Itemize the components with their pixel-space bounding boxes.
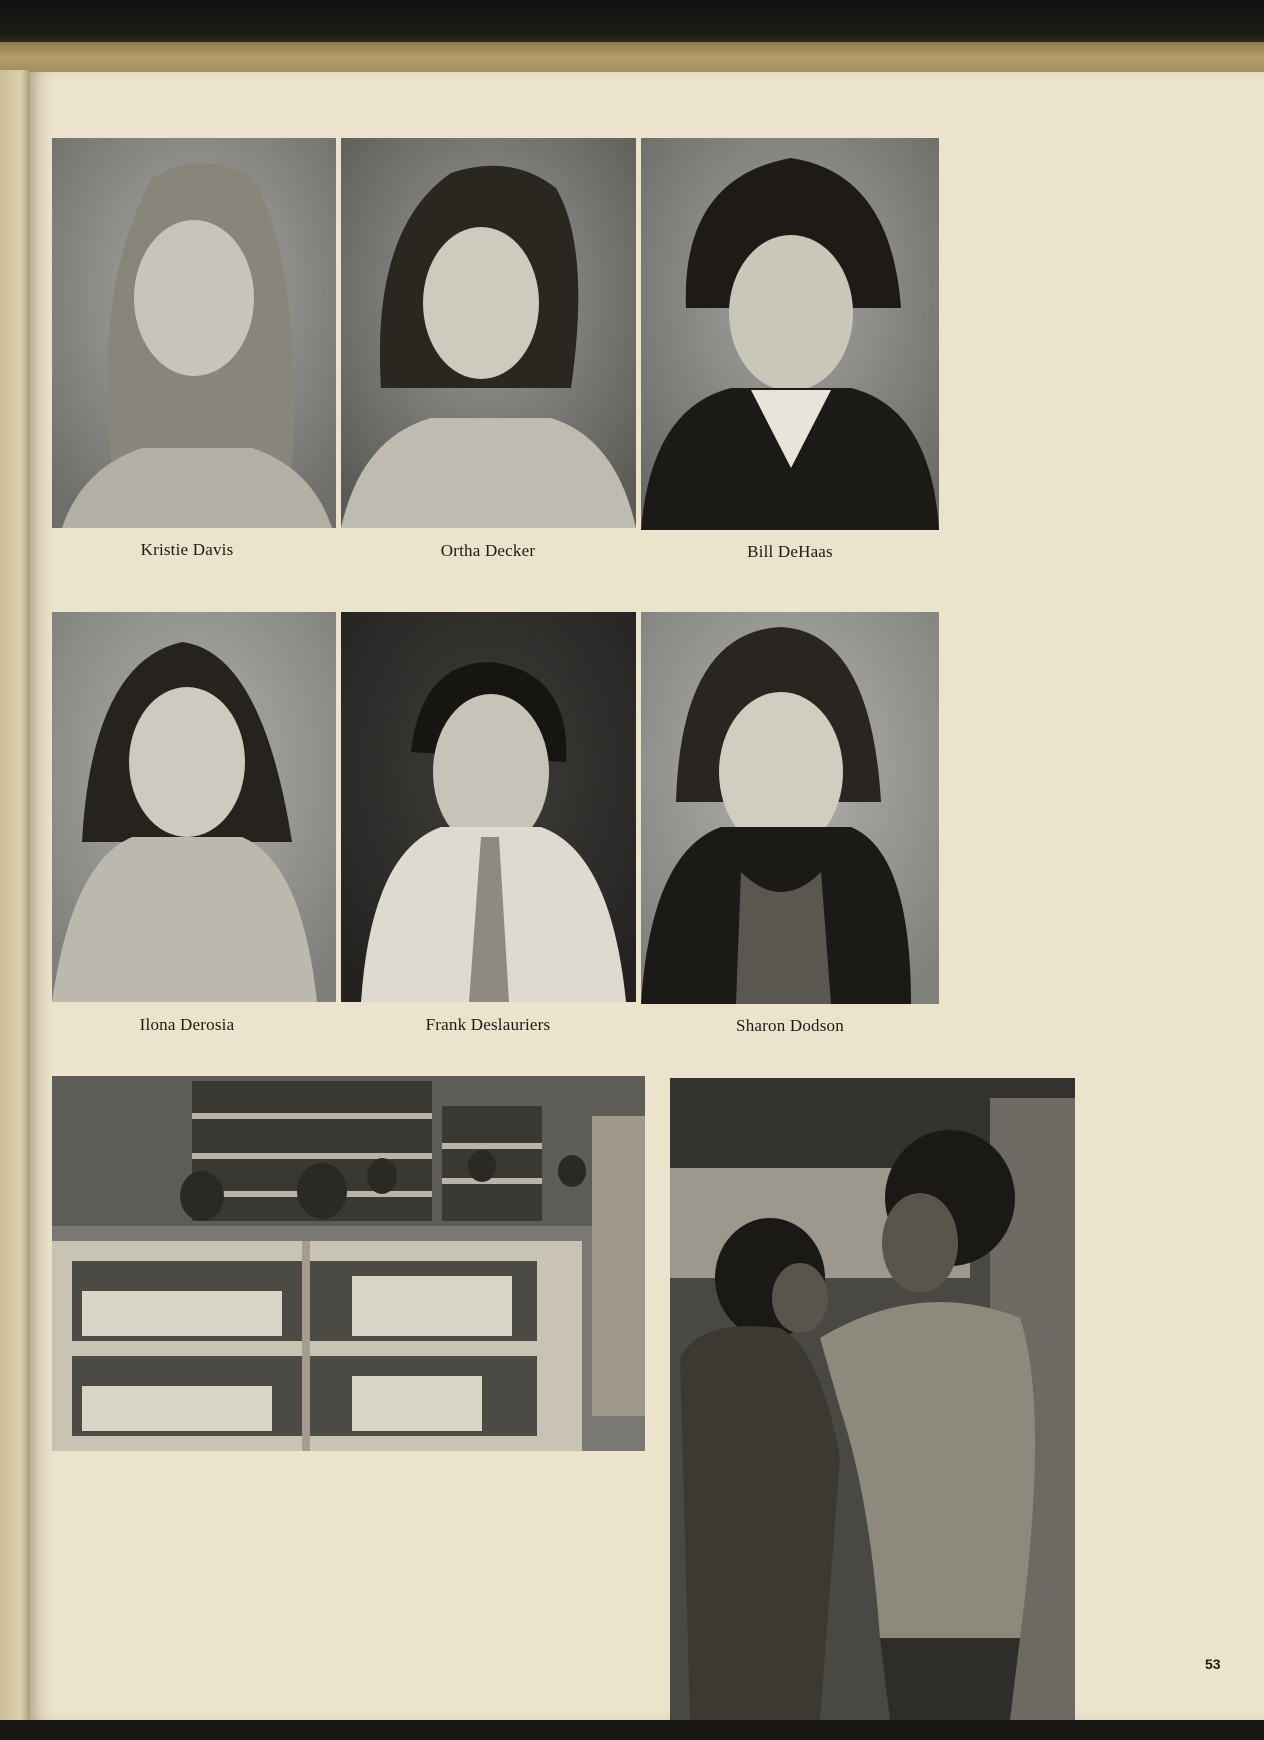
- library-candid-photo: [52, 1076, 645, 1451]
- portrait-photo-kristie-davis: [52, 138, 336, 528]
- page-left-edge: [0, 70, 30, 1720]
- portrait-caption: Kristie Davis: [140, 540, 234, 559]
- portrait-photo-bill-dehaas: [641, 138, 939, 530]
- portrait-caption: Ilona Derosia: [139, 1015, 235, 1034]
- portrait-caption: Frank Deslauriers: [425, 1015, 551, 1034]
- portrait-photo-ilona-derosia: [52, 612, 336, 1002]
- portrait-photo-ortha-decker: [341, 138, 636, 528]
- portrait-photo-sharon-dodson: [641, 612, 939, 1004]
- portrait-caption: Sharon Dodson: [736, 1016, 844, 1035]
- hallway-candid-photo: [670, 1078, 1075, 1720]
- portrait-caption: Ortha Decker: [440, 541, 536, 560]
- portrait-photo-frank-deslauriers: [341, 612, 636, 1002]
- page-number: 53: [1205, 1656, 1221, 1672]
- binding-tape: [0, 42, 1264, 76]
- bottom-edge: [0, 1720, 1264, 1740]
- portrait-caption: Bill DeHaas: [747, 542, 833, 561]
